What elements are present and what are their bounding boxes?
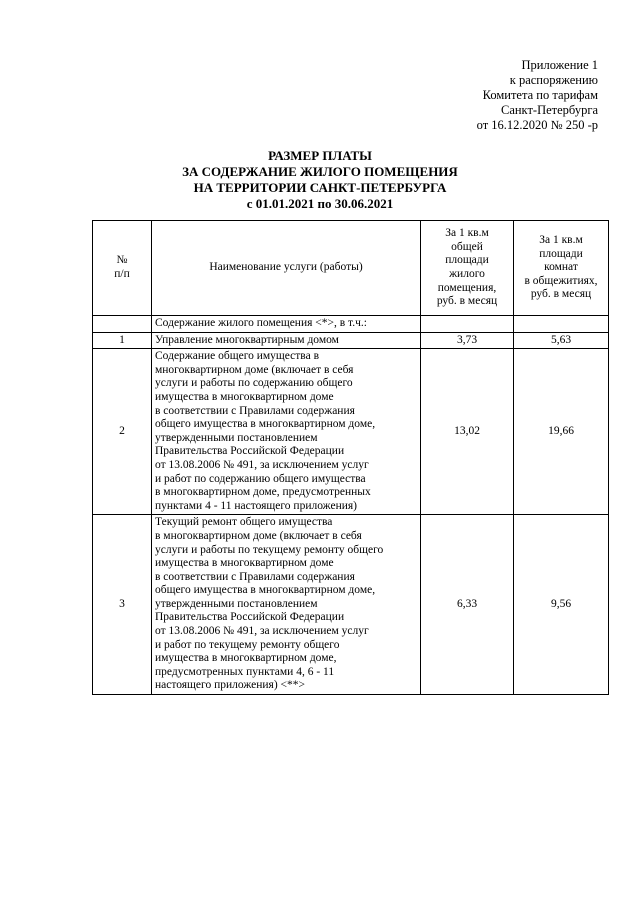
row-num: 3 — [93, 515, 152, 695]
row-name: Текущий ремонт общего имущества в многоквартирном доме (включает в себя услуги и работы по текущему ремонту общего имущества в многоквартирном доме в соответствии с Правилами содержания общего имущества в многоквартирном доме, утвержденными постановлением Правительства Российской Федерации от 13.08.2006 № 491, за исключением услуг и работ по текущему ремонту общего имущества в многоквартирном доме, предусмотренных пунктами 4, 6 - 11 настоящего приложения) <**> — [152, 515, 421, 695]
table-subheader-row — [93, 316, 609, 333]
table-row — [93, 515, 609, 695]
header-num: № п/п — [93, 221, 152, 316]
appendix-line: от 16.12.2020 № 250 -р — [476, 118, 598, 132]
subheader-text: Содержание жилого помещения <*>, в т.ч.: — [152, 316, 421, 333]
appendix-line: Комитета по тарифам — [482, 88, 598, 102]
row-value-total: 6,33 — [421, 515, 514, 695]
appendix-line: к распоряжению — [509, 73, 598, 87]
row-name: Управление многоквартирным домом — [152, 332, 421, 349]
row-name: Содержание общего имущества в многоквартирном доме (включает в себя услуги и работы по содержанию общего имущества в многоквартирном доме в соответствии с Правилами содержания общего имущества в многоквартирном доме, утвержденными постановлением Правительства Российской Федерации от 13.08.2006 № 491, за исключением услуг и работ по содержанию общего имущества в многоквартирном доме, предусмотренных пунктами 4 - 11 настоящего приложения) — [152, 349, 421, 515]
header-per-sqm-total: За 1 кв.м общей площади жилого помещения, руб. в месяц — [421, 221, 514, 316]
title-line: РАЗМЕР ПЛАТЫ — [268, 148, 372, 163]
appendix-block — [477, 58, 598, 133]
row-value-rooms: 19,66 — [514, 349, 609, 515]
title-line: НА ТЕРРИТОРИИ САНКТ-ПЕТЕРБУРГА — [193, 180, 447, 195]
table-header-row — [93, 221, 609, 316]
row-num: 2 — [93, 349, 152, 515]
row-value-total: 13,02 — [421, 349, 514, 515]
appendix-line: Приложение 1 — [521, 58, 598, 72]
row-value-rooms: 9,56 — [514, 515, 609, 695]
appendix-line: Санкт-Петербурга — [500, 103, 598, 117]
header-per-sqm-rooms: За 1 кв.м площади комнат в общежитиях, руб. в месяц — [514, 221, 609, 316]
row-num: 1 — [93, 332, 152, 349]
title-line: с 01.01.2021 по 30.06.2021 — [246, 196, 394, 211]
header-name: Наименование услуги (работы) — [152, 221, 421, 316]
row-value-total: 3,73 — [421, 332, 514, 349]
table-row — [93, 332, 609, 349]
rates-table — [92, 220, 609, 695]
document-title — [0, 148, 640, 212]
row-value-rooms: 5,63 — [514, 332, 609, 349]
table-row — [93, 349, 609, 515]
title-line: ЗА СОДЕРЖАНИЕ ЖИЛОГО ПОМЕЩЕНИЯ — [182, 164, 458, 179]
